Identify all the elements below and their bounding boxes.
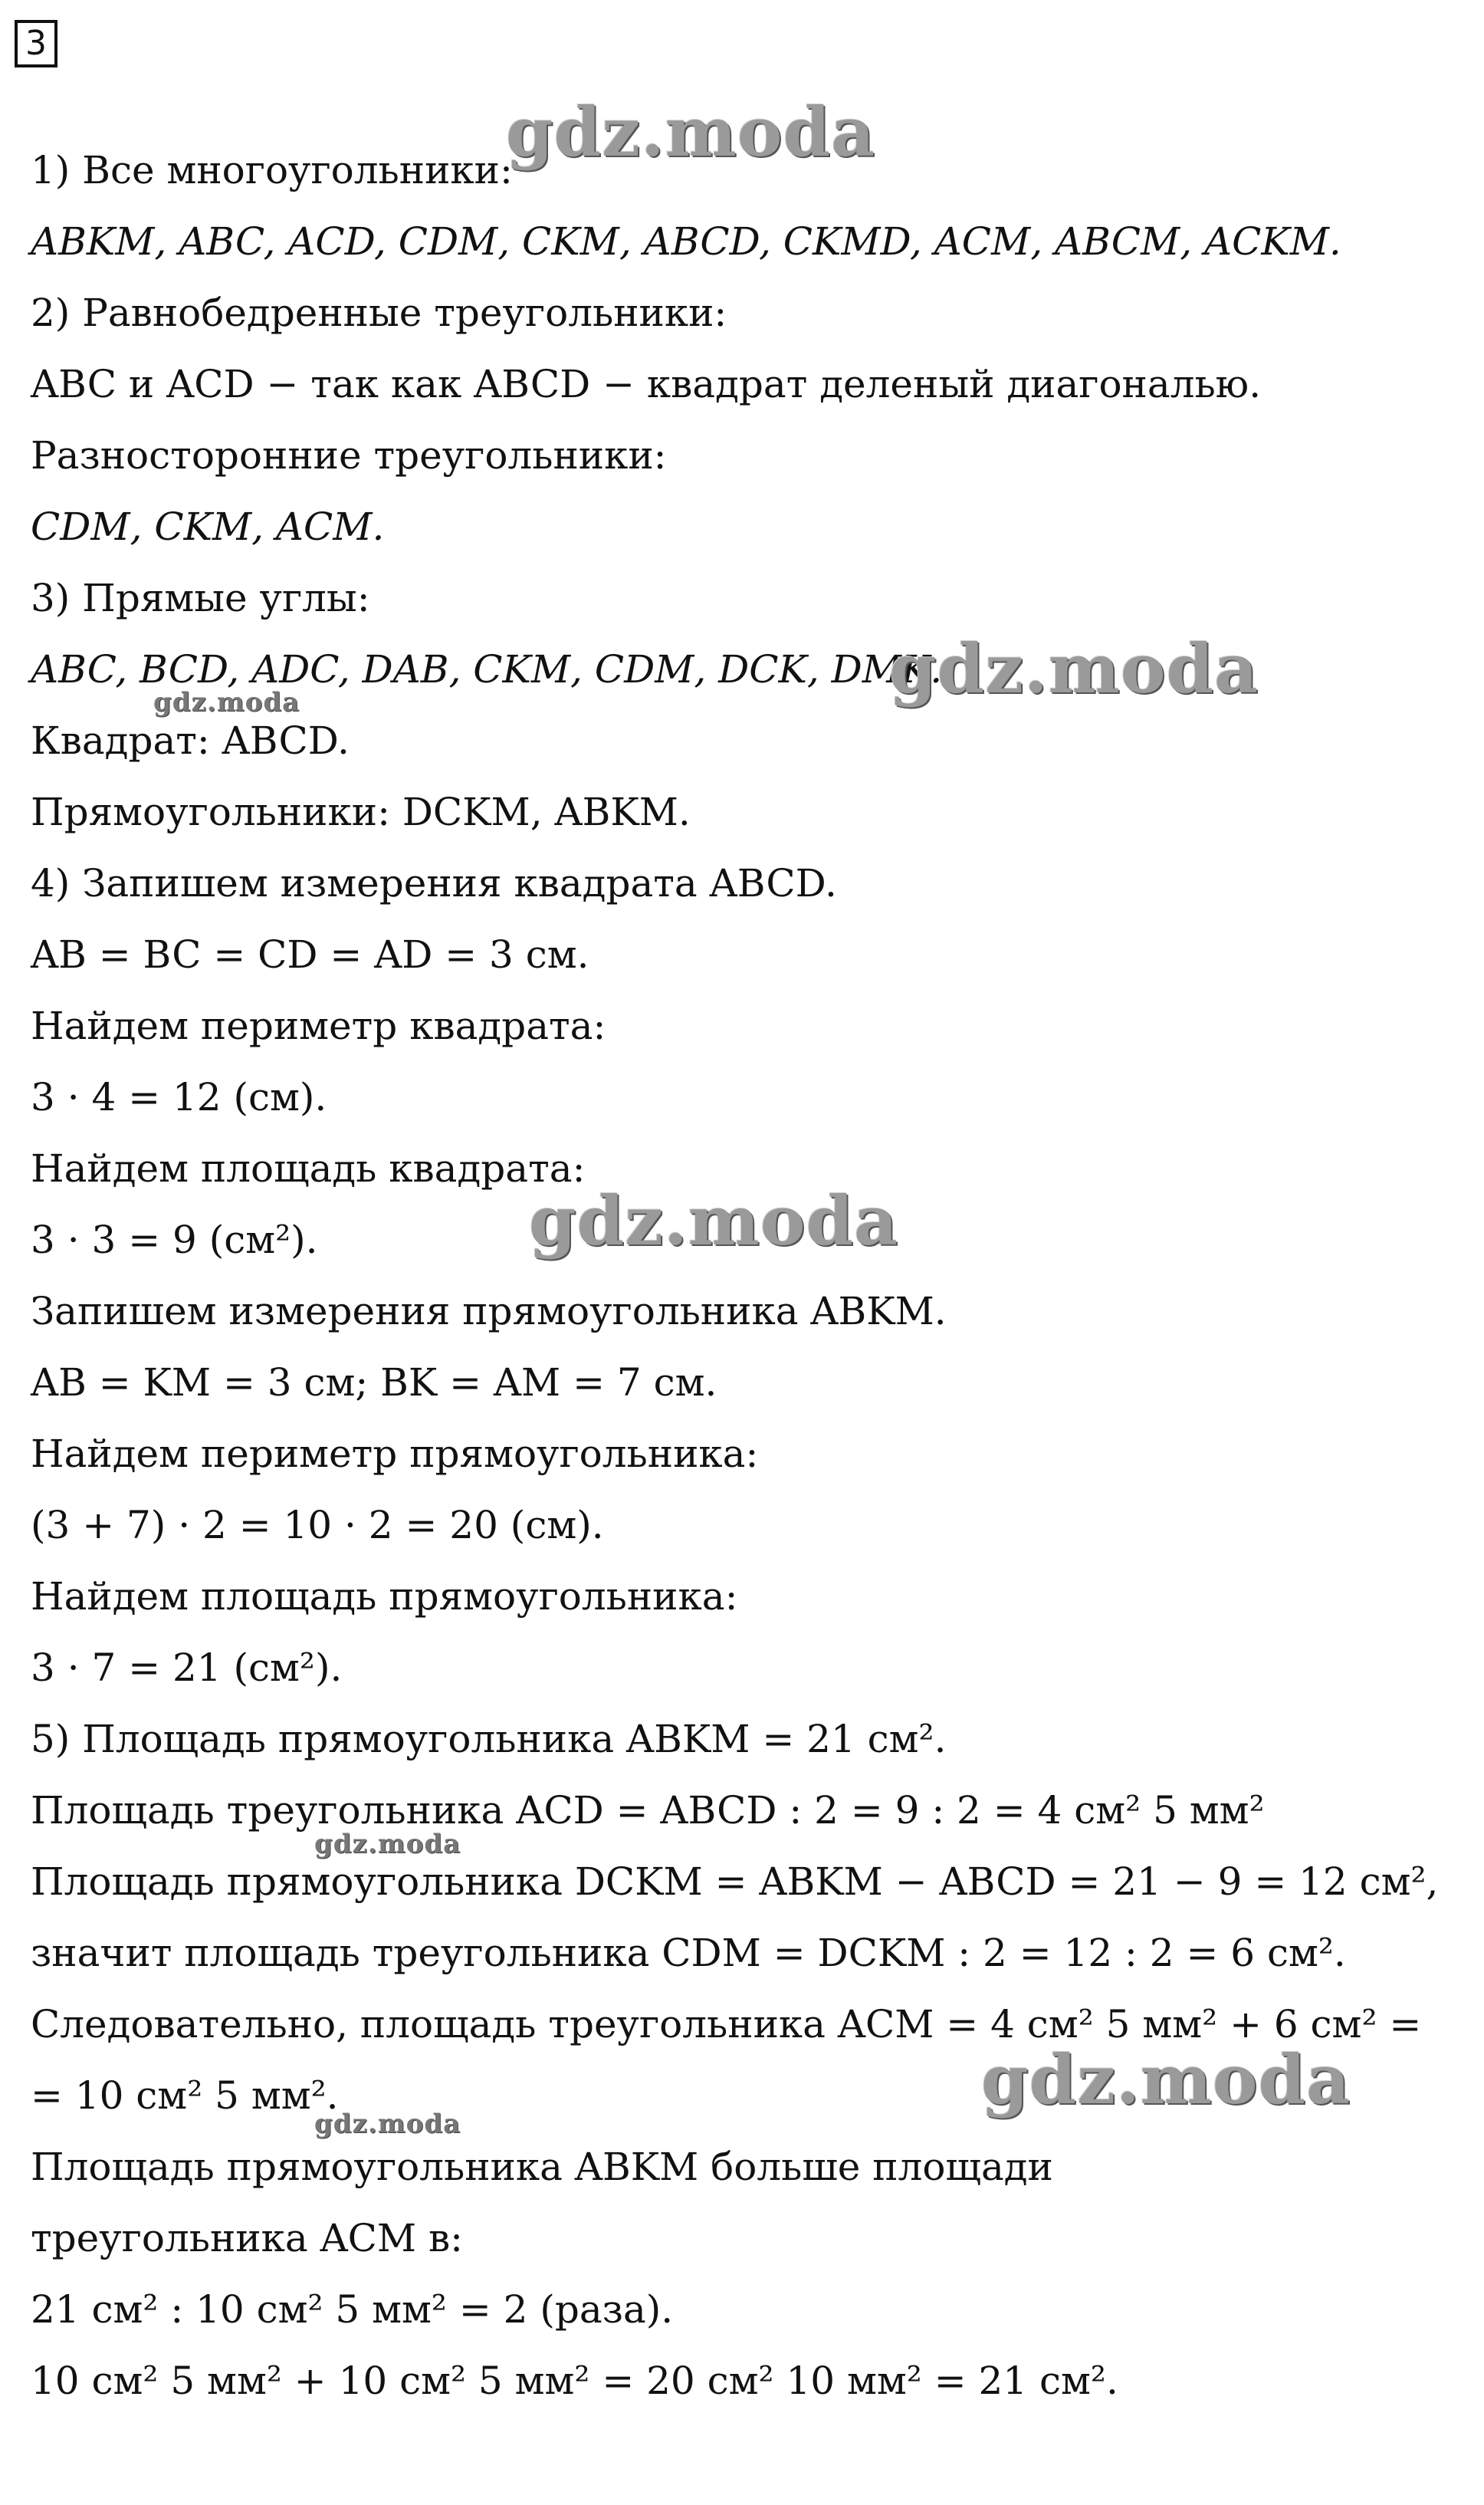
text-line: Квадрат: ABCD.	[31, 718, 350, 763]
text-line: 2) Равнобедренные треугольники:	[31, 291, 727, 335]
text-line: 3 · 7 = 21 (см²).	[31, 1645, 343, 1690]
text-line: AB = KM = 3 см; BK = AM = 7 см.	[31, 1360, 717, 1405]
text-line: 21 см² : 10 см² 5 мм² = 2 (раза).	[31, 2287, 674, 2332]
text-line: Найдем площадь квадрата:	[31, 1146, 586, 1191]
problem-number-badge: 3	[15, 20, 57, 67]
text-line: = 10 см² 5 мм².	[31, 2073, 339, 2118]
text-line: ABC, BCD, ADC, DAB, CKM, CDM, DCK, DMK.	[31, 647, 943, 692]
text-line: Найдем периметр прямоугольника:	[31, 1432, 759, 1476]
text-line: AB = BC = CD = AD = 3 см.	[31, 932, 589, 977]
text-line: Площадь прямоугольника ABKM больше площади	[31, 2145, 1053, 2189]
text-line: Запишем измерения прямоугольника ABKM.	[31, 1289, 947, 1333]
text-line: 5) Площадь прямоугольника ABKM = 21 см².	[31, 1717, 947, 1761]
watermark-logo: gdz.moda	[529, 1181, 899, 1261]
watermark-logo: gdz.moda	[314, 2109, 461, 2139]
watermark-logo: gdz.moda	[153, 687, 300, 718]
text-line: треугольника ACM в:	[31, 2216, 464, 2260]
text-line: 4) Запишем измерения квадрата ABCD.	[31, 861, 837, 906]
text-line: Найдем площадь прямоугольника:	[31, 1574, 738, 1619]
text-line: Прямоугольники: DCKM, ABKM.	[31, 790, 691, 834]
text-line: 1) Все многоугольники:	[31, 148, 513, 192]
watermark-logo: gdz.moda	[314, 1829, 461, 1859]
text-line: Площадь треугольника ACD = ABCD : 2 = 9 : 2 = 4 см² 5 мм²	[31, 1788, 1265, 1833]
text-line: 3 · 4 = 12 (см).	[31, 1075, 327, 1119]
text-line: (3 + 7) · 2 = 10 · 2 = 20 (см).	[31, 1503, 604, 1547]
text-line: 10 см² 5 мм² + 10 см² 5 мм² = 20 см² 10 мм² = 21 см².	[31, 2359, 1118, 2403]
watermark-logo: gdz.moda	[506, 92, 876, 172]
text-line: Следовательно, площадь треугольника ACM = 4 см² 5 мм² + 6 см² =	[31, 2002, 1422, 2046]
text-line: ABKM, ABC, ACD, CDM, CKM, ABCD, CKMD, ACM, ABCM, ACKM.	[31, 219, 1341, 264]
text-line: CDM, CKM, ACM.	[31, 505, 385, 549]
text-line: 3) Прямые углы:	[31, 576, 370, 620]
text-line: Найдем периметр квадрата:	[31, 1004, 606, 1048]
text-line: значит площадь треугольника CDM = DCKM : 2 = 12 : 2 = 6 см².	[31, 1931, 1346, 1975]
text-line: ABC и ACD − так как ABCD − квадрат деленый диагональю.	[31, 362, 1262, 406]
watermark-logo: gdz.moda	[981, 2040, 1351, 2119]
text-line: 3 · 3 = 9 (см²).	[31, 1218, 318, 1262]
watermark-logo: gdz.moda	[889, 629, 1259, 708]
text-line: Разносторонние треугольники:	[31, 433, 667, 478]
text-line: Площадь прямоугольника DCKM = ABKM − ABCD = 21 − 9 = 12 см²,	[31, 1859, 1439, 1904]
